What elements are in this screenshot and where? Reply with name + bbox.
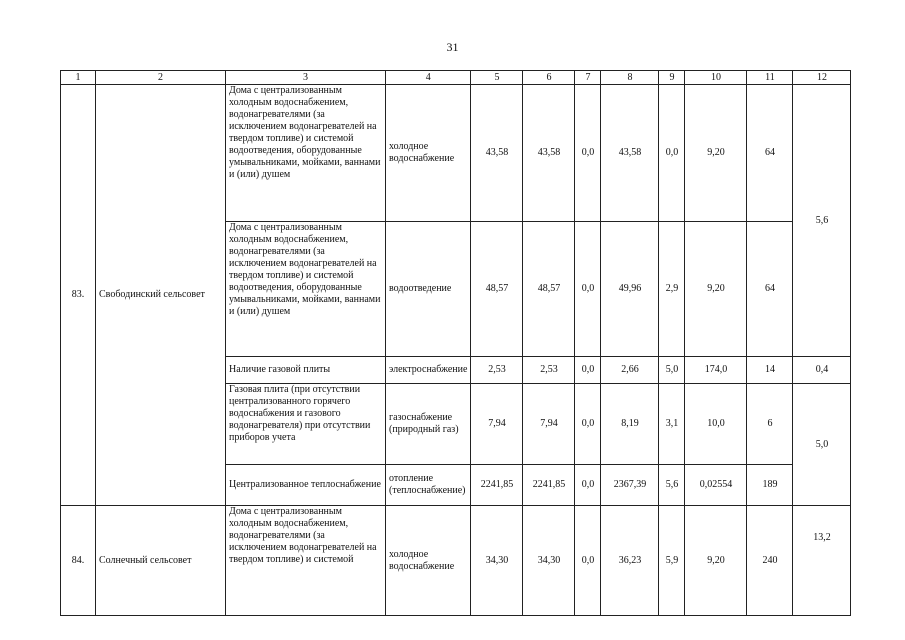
- value-cell: 34,30: [523, 506, 575, 616]
- row-number: 84.: [61, 506, 96, 616]
- value-cell: 2367,39: [601, 465, 659, 506]
- value-cell: 7,94: [523, 384, 575, 465]
- header-cell: 10: [685, 71, 747, 85]
- value-cell: 48,57: [471, 222, 523, 357]
- service-name: холодное водоснабжение: [386, 506, 471, 616]
- value-cell: 5,0: [659, 357, 685, 384]
- value-cell: 2241,85: [523, 465, 575, 506]
- value-cell: 10,0: [685, 384, 747, 465]
- value-cell: 48,57: [523, 222, 575, 357]
- header-cell: 12: [793, 71, 851, 85]
- value-cell: 9,20: [685, 85, 747, 222]
- value-cell: 0,0: [575, 357, 601, 384]
- header-cell: 8: [601, 71, 659, 85]
- tariff-table: [60, 70, 851, 616]
- housing-description: Дома с централизованным холодным водоснабжением, водонагревателями (за исключением водонагревателей на твердом топливе) и системой водоотведения, оборудованные умывальниками, мойками, ваннами и (или) душем: [226, 85, 386, 222]
- value-cell: 5,6: [793, 85, 851, 357]
- value-cell: 2241,85: [471, 465, 523, 506]
- housing-description: Дома с централизованным холодным водоснабжением, водонагревателями (за исключением водонагревателей на твердом топливе) и системой: [226, 506, 386, 616]
- housing-description: Дома с централизованным холодным водоснабжением, водонагревателями (за исключением водонагревателей на твердом топливе) и системой водоотведения, оборудованные умывальниками, мойками, ваннами и (или) душем: [226, 222, 386, 357]
- value-cell: 5,9: [659, 506, 685, 616]
- header-cell: 2: [96, 71, 226, 85]
- value-cell: 240: [747, 506, 793, 616]
- value-cell: 2,9: [659, 222, 685, 357]
- header-cell: 9: [659, 71, 685, 85]
- value-cell: 43,58: [523, 85, 575, 222]
- page-number: 31: [446, 40, 459, 54]
- value-cell: 2,66: [601, 357, 659, 384]
- header-cell: 11: [747, 71, 793, 85]
- value-cell: 0,0: [575, 506, 601, 616]
- value-cell: 9,20: [685, 506, 747, 616]
- value-cell: 43,58: [471, 85, 523, 222]
- value-cell: 36,23: [601, 506, 659, 616]
- row-number: 83.: [61, 85, 96, 506]
- value-cell: 49,96: [601, 222, 659, 357]
- table-row: [61, 85, 851, 222]
- value-cell: 5,0: [793, 384, 851, 506]
- value-cell: 0,0: [575, 85, 601, 222]
- value-cell: 7,94: [471, 384, 523, 465]
- value-cell: 0,0: [575, 222, 601, 357]
- service-name: электроснабжение: [386, 357, 471, 384]
- value-cell: 64: [747, 222, 793, 357]
- value-cell: 0,0: [575, 384, 601, 465]
- value-cell: 9,20: [685, 222, 747, 357]
- settlement-name: Свободинский сельсовет: [96, 85, 226, 506]
- value-cell: 8,19: [601, 384, 659, 465]
- header-cell: 4: [386, 71, 471, 85]
- value-cell: 13,2: [793, 506, 851, 616]
- header-row: [61, 71, 851, 85]
- value-cell: 0,0: [659, 85, 685, 222]
- service-name: газоснабжение (природный газ): [386, 384, 471, 465]
- value-cell: 189: [747, 465, 793, 506]
- value-cell: 34,30: [471, 506, 523, 616]
- value-cell: 3,1: [659, 384, 685, 465]
- value-cell: 0,0: [575, 465, 601, 506]
- value-cell: 0,4: [793, 357, 851, 384]
- housing-description: Газовая плита (при отсутствии централизованного горячего водоснабжения и газового водонагревателя) при отсутствии приборов учета: [226, 384, 386, 465]
- header-cell: 6: [523, 71, 575, 85]
- housing-description: Централизованное теплоснабжение: [226, 465, 386, 506]
- value-cell: 5,6: [659, 465, 685, 506]
- service-name: водоотведение: [386, 222, 471, 357]
- value-cell: 174,0: [685, 357, 747, 384]
- value-cell: 64: [747, 85, 793, 222]
- header-cell: 5: [471, 71, 523, 85]
- service-name: отопление (теплоснабжение): [386, 465, 471, 506]
- value-cell: 14: [747, 357, 793, 384]
- header-cell: 1: [61, 71, 96, 85]
- service-name: холодное водоснабжение: [386, 85, 471, 222]
- header-cell: 3: [226, 71, 386, 85]
- housing-description: Наличие газовой плиты: [226, 357, 386, 384]
- value-cell: 2,53: [471, 357, 523, 384]
- value-cell: 0,02554: [685, 465, 747, 506]
- value-cell: 43,58: [601, 85, 659, 222]
- header-cell: 7: [575, 71, 601, 85]
- value-cell: 2,53: [523, 357, 575, 384]
- table-row: [61, 506, 851, 616]
- value-cell: 6: [747, 384, 793, 465]
- settlement-name: Солнечный сельсовет: [96, 506, 226, 616]
